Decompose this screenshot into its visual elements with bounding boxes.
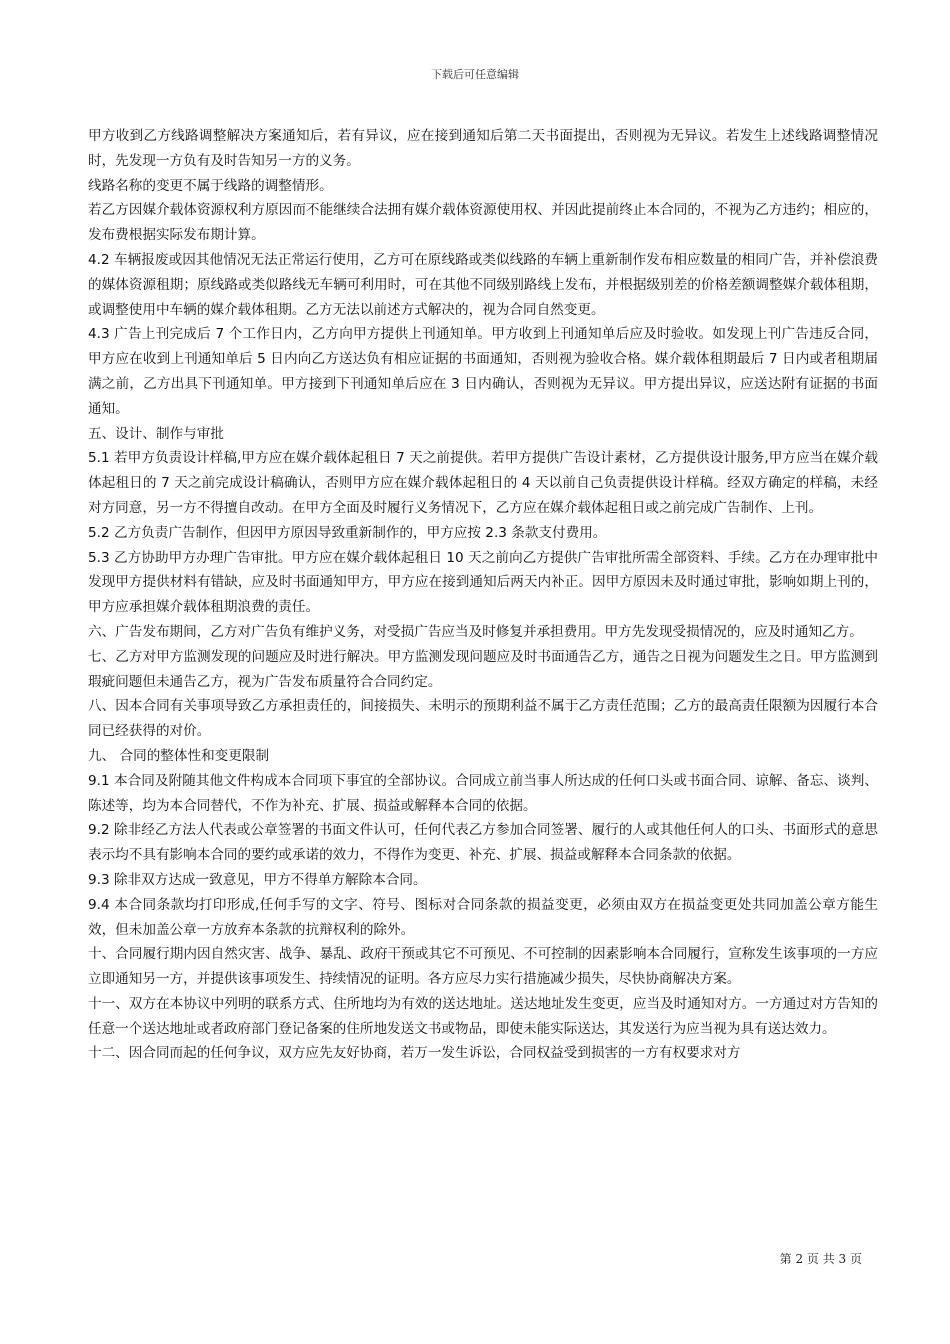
paragraph: 十二、因合同而起的任何争议，双方应先友好协商，若万一发生诉讼，合同权益受到损害的一方有权要求对方 — [88, 1045, 741, 1062]
paragraph: 9.3 除非双方达成一致意见，甲方不得单方解除本合同。 — [88, 871, 427, 888]
paragraph: 七、乙方对甲方监测发现的问题应及时进行解决。甲方监测发现问题应及时书面通告乙方，通告之日视为问题发生之日。甲方监测到瑕疵问题但未通告乙方，视为广告发布质量符合合同约定。 — [88, 648, 878, 690]
section-heading: 五、设计、制作与审批 — [88, 425, 224, 442]
paragraph: 十一、双方在本协议中列明的联系方式、住所地均为有效的送达地址。送达地址发生变更，应当及时通知对方。一方通过对方告知的任意一个送达地址或者政府部门登记备案的住所地发送文书或物品，即使未能实际送达，其发送行为应当视为具有送达效力。 — [88, 995, 878, 1037]
paragraph: 六、广告发布期间，乙方对广告负有维护义务，对受损广告应当及时修复并承担费用。甲方先发现受损情况的，应及时通知乙方。 — [88, 623, 863, 640]
header-note: 下载后可任意编辑 — [431, 68, 519, 81]
paragraph: 9.4 本合同条款均打印形成,任何手写的文字、符号、图标对合同条款的损益变更，必须由双方在损益变更处共同加盖公章方能生效，但未加盖公章一方放弃本条款的抗辩权利的除外。 — [88, 896, 878, 938]
page-number: 第 2 页 共 3 页 — [779, 1252, 862, 1266]
document-body — [88, 124, 878, 1066]
paragraph: 线路名称的变更不属于线路的调整情形。 — [88, 177, 333, 194]
paragraph: 5.3 乙方协助甲方办理广告审批。甲方应在媒介载体起租日 10 天之前向乙方提供广告审批所需全部资料、手续。乙方在办理审批中发现甲方提供材料有错缺，应及时书面通知甲方，甲方应在接到通知后两天内补正。因甲方原因未及时通过审批，影响如期上刊的，甲方应承担媒介载体租期浪费的责任。 — [88, 549, 878, 616]
paragraph: 十、合同履行期内因自然灾害、战争、暴乱、政府干预或其它不可预见、不可控制的因素影响本合同履行，宣称发生该事项的一方应立即通知另一方，并提供该事项发生、持续情况的证明。各方应尽力实行措施减少损失，尽快协商解决方案。 — [88, 946, 878, 988]
section-heading: 九、 合同的整体性和变更限制 — [88, 747, 270, 764]
paragraph: 八、因本合同有关事项导致乙方承担责任的，间接损失、未明示的预期利益不属于乙方责任范围；乙方的最高责任限额为因履行本合同已经获得的对价。 — [88, 698, 878, 740]
paragraph: 4.2 车辆报废或因其他情况无法正常运行使用，乙方可在原线路或类似线路的车辆上重新制作发布相应数量的相同广告，并补偿浪费的媒体资源租期；原线路或类似路线无车辆可利用时，可在其他不同级别路线上发布，并根据级别差的价格差额调整媒介载体租期，或调整使用中车辆的媒介载体租期。乙方无法以前述方式解决的，视为合同自然变更。 — [88, 251, 878, 318]
paragraph: 9.1 本合同及附随其他文件构成本合同项下事宜的全部协议。合同成立前当事人所达成的任何口头或书面合同、谅解、备忘、谈判、陈述等，均为本合同替代，不作为补充、扩展、损益或解释本合同的依据。 — [88, 772, 878, 814]
paragraph: 5.2 乙方负责广告制作，但因甲方原因导致重新制作的，甲方应按 2.3 条款支付费用。 — [88, 524, 607, 541]
paragraph: 甲方收到乙方线路调整解决方案通知后，若有异议，应在接到通知后第二天书面提出，否则视为无异议。若发生上述线路调整情况时，先发现一方负有及时告知另一方的义务。 — [88, 128, 878, 169]
paragraph: 5.1 若甲方负责设计样稿,甲方应在媒介载体起租日 7 天之前提供。若甲方提供广告设计素材，乙方提供设计服务,甲方应当在媒介载体起租日的 7 天之前完成设计稿确认，否则甲方应在媒介载体起租日的 4 天以前自己负责提供设计样稿。经双方确定的样稿，未经对方同意，另一方不得擅自改动。在甲方全面及时履行义务情况下，乙方应在媒介载体起租日或之前完成广告制作、上刊。 — [88, 450, 878, 516]
paragraph: 9.2 除非经乙方法人代表或公章签署的书面文件认可，任何代表乙方参加合同签署、履行的人或其他任何人的口头、书面形式的意思表示均不具有影响本合同的要约或承诺的效力，不得作为变更、补充、扩展、损益或解释本合同条款的依据。 — [88, 822, 878, 864]
paragraph: 若乙方因媒介载体资源权利方原因而不能继续合法拥有媒介载体资源使用权、并因此提前终止本合同的，不视为乙方违约；相应的，发布费根据实际发布期计算。 — [88, 202, 878, 244]
paragraph: 4.3 广告上刊完成后 7 个工作日内，乙方向甲方提供上刊通知单。甲方收到上刊通知单后应及时验收。如发现上刊广告违反合同，甲方应在收到上刊通知单后 5 日内向乙方送达负有相应证据的书面通知，否则视为验收合格。媒介载体租期最后 7 日内或者租期届满之前，乙方出具下刊通知单。甲方接到下刊通知单后应在 3 日内确认，否则视为无异议。甲方提出异议，应送达附有证据的书面通知。 — [88, 326, 878, 417]
